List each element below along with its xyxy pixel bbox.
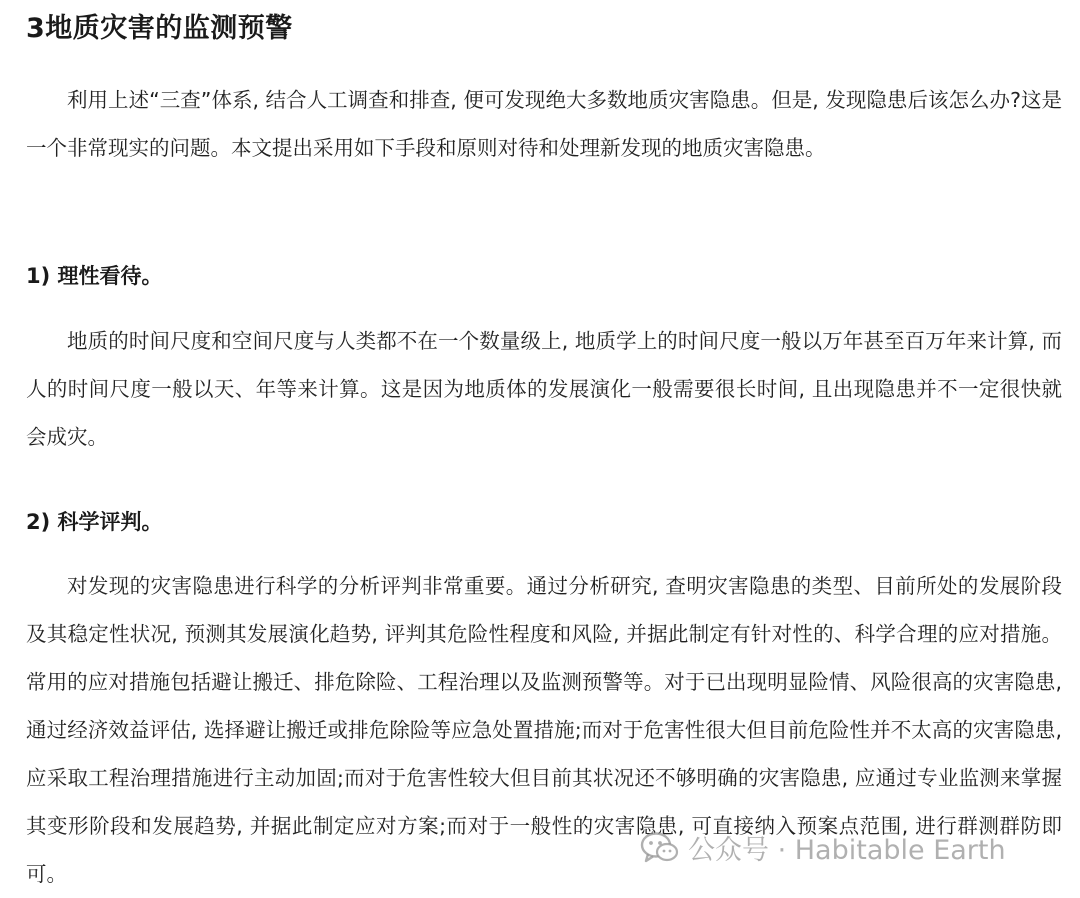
subsection-body-scientific: 对发现的灾害隐患进行科学的分析评判非常重要。通过分析研究, 查明灾害隐患的类型、目前所处的发展阶段及其稳定性状况, 预测其发展演化趋势, 评判其危险性程度和风险, 并据此制定有针对性的、科学合理的应对措施。常用的应对措施包括避让搬迁、排危除险、工程治理以及监测预警等。对于已出现明显险情、风险很高的灾害隐患, 通过经济效益评估, 选择避让搬迁或排危除险等应急处置措施;而对于危害性很大但目前危险性并不太高的灾害隐患, 应采取工程治理措施进行主动加固;而对于危害性较大但目前其状况还不够明确的灾害隐患, 应通过专业监测来掌握其变形阶段和发展趋势, 并据此制定应对方案;而对于一般性的灾害隐患, 可直接纳入预案点范围, 进行群测群防即可。 — [26, 574, 1062, 886]
subsection-heading-scientific: 2) 科学评判。 — [26, 510, 163, 534]
watermark-text: 公众号 · Habitable Earth — [688, 835, 1006, 866]
section-title: 3地质灾害的监测预警 — [26, 13, 293, 44]
subsection-body-rational: 地质的时间尺度和空间尺度与人类都不在一个数量级上, 地质学上的时间尺度一般以万年甚至百万年来计算, 而人的时间尺度一般以天、年等来计算。这是因为地质体的发展演化一般需要很长时间, 且出现隐患并不一定很快就会成灾。 — [26, 329, 1062, 449]
intro-paragraph: 利用上述“三查”体系, 结合人工调查和排查, 便可发现绝大多数地质灾害隐患。但是, 发现隐患后该怎么办?这是一个非常现实的问题。本文提出采用如下手段和原则对待和处理新发现的地质灾害隐患。 — [26, 88, 1062, 160]
subsection-heading-rational: 1) 理性看待。 — [26, 264, 163, 288]
